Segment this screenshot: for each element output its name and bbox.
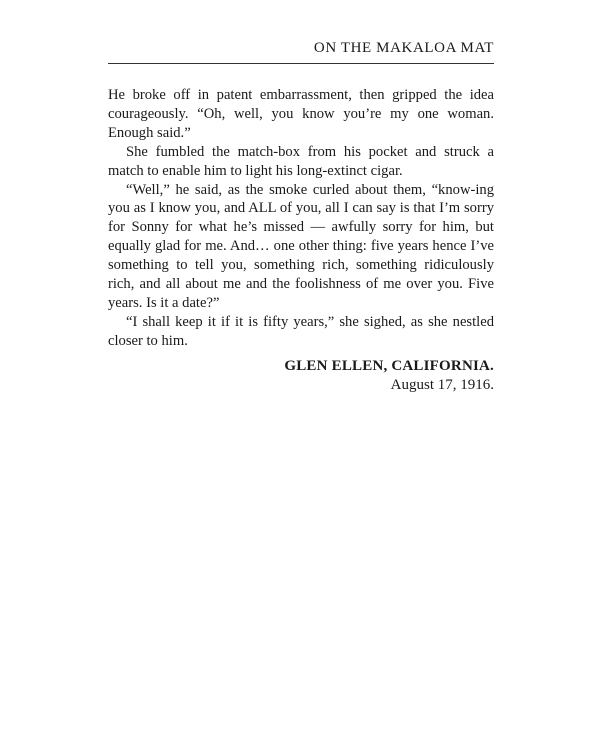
signature-block: [108, 357, 494, 395]
paragraph-3: “Well,” he said, as the smoke curled about them, “know-ing you as I know you, and ALL of you, all I can say is that I’m sorry for Sonny for what he’s missed — awfully sorry for him, but equally glad for me. And… one other thing: five years hence I’ve something to tell you, something rich, something ridiculously rich, and all about me and the foolishness of me over you. Five years. Is it a date?”: [108, 181, 494, 311]
header-rule: [108, 63, 494, 64]
signature-place: GLEN ELLEN, CALIFORNIA.: [284, 358, 494, 374]
paragraph-2: She fumbled the match-box from his pocket and struck a match to enable him to light his long-extinct cigar.: [108, 143, 494, 179]
paragraph-4: “I shall keep it if it is fifty years,” she sighed, as she nestled closer to him.: [108, 313, 494, 349]
paragraph-1: He broke off in patent embarrassment, then gripped the idea courageously. “Oh, well, you know you’re my one woman. Enough said.”: [108, 87, 494, 141]
running-header-title: ON THE MAKALOA MAT: [313, 40, 494, 56]
body-text: [108, 86, 494, 351]
signature-date: August 17, 1916.: [390, 377, 494, 393]
